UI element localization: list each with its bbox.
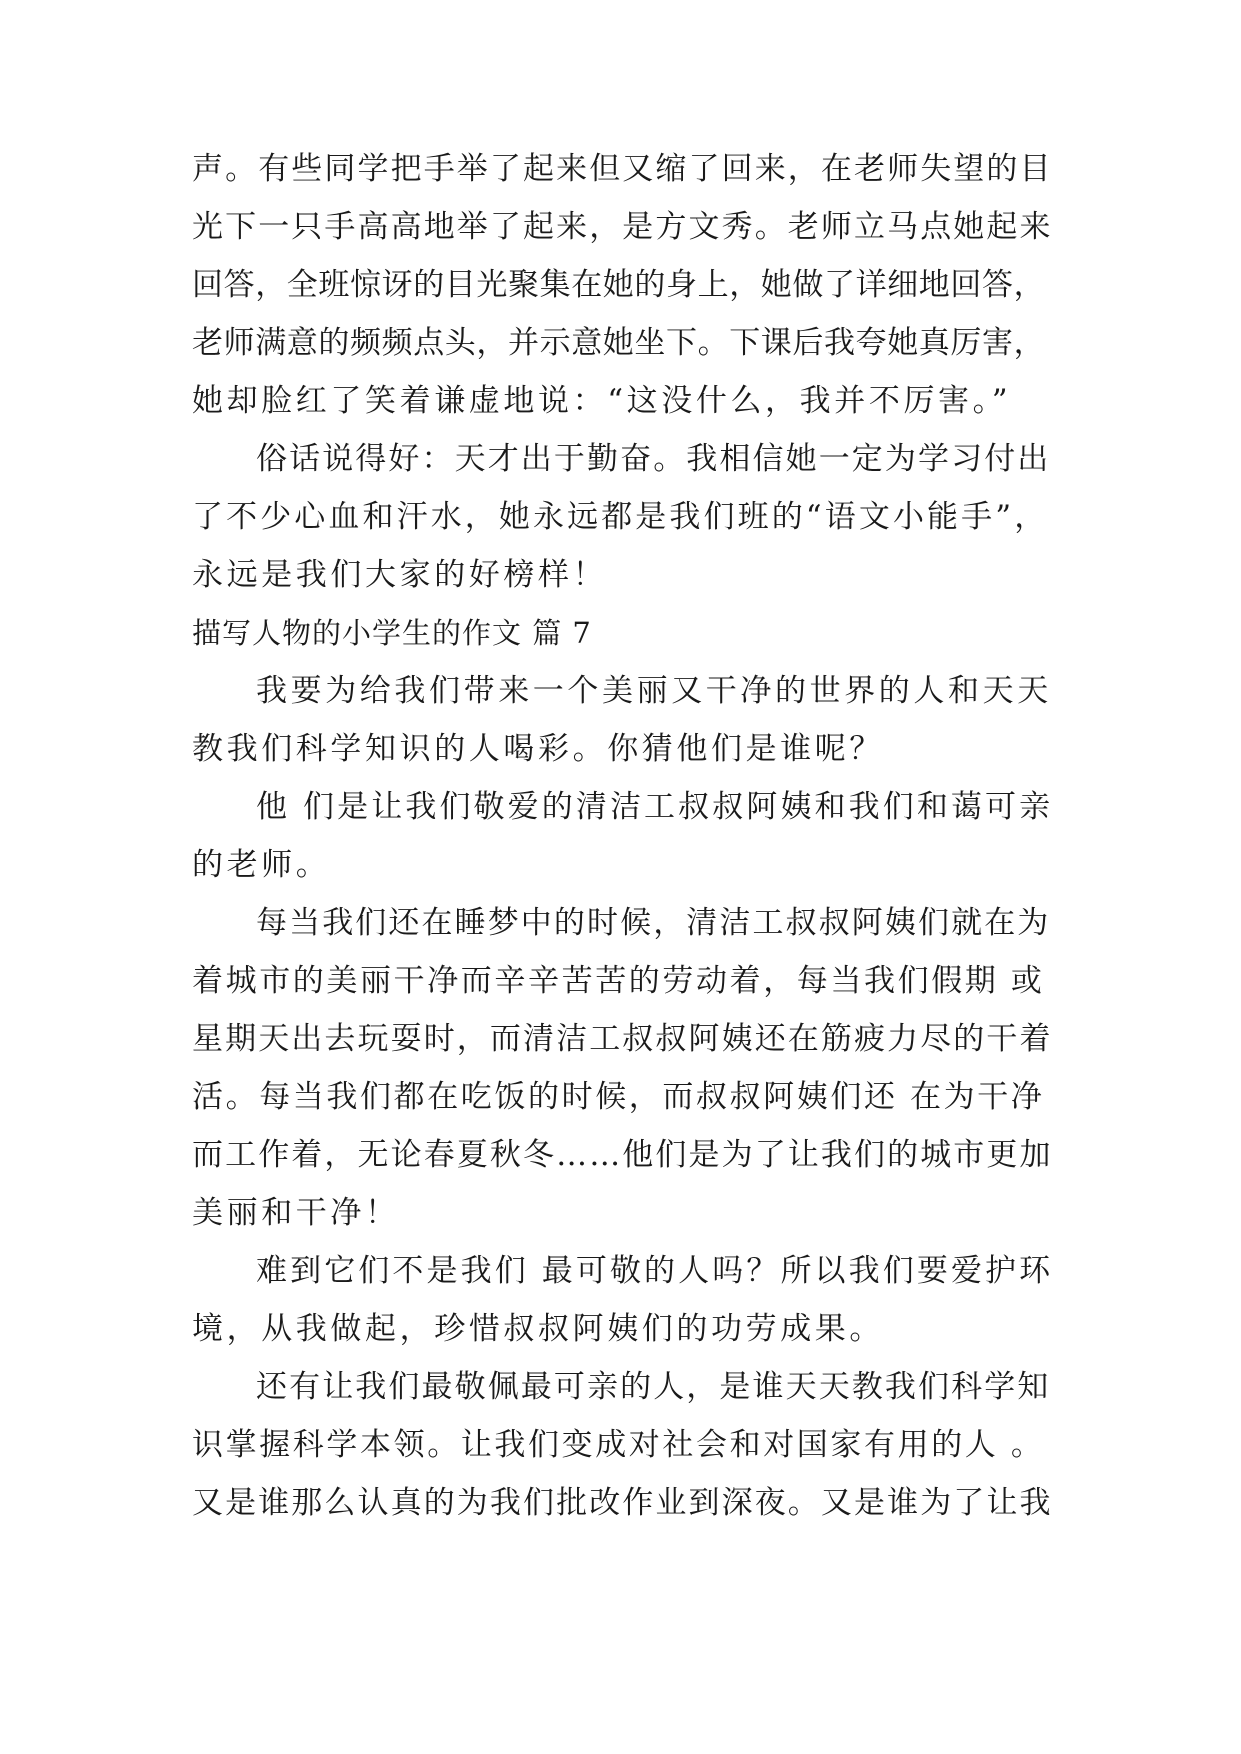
text-line: 每当我们还在睡梦中的时候，清洁工叔叔阿姨们就在为 (256, 905, 1051, 941)
text-line: 我要为给我们带来一个美丽又干净的世界的人和天天 (256, 673, 1052, 709)
text-line: 声。有些同学把手举了起来但又缩了回来，在老师失望的目 (192, 151, 1053, 187)
text-line: 还有让我们最敬佩最可亲的人，是谁天天教我们科学知 (256, 1369, 1051, 1405)
text-line: 美丽和干净！ (192, 1195, 400, 1231)
text-line: 光下一只手高高地举了起来，是方文秀。老师立马点她起来 (192, 209, 1053, 245)
text-line: 教我们科学知识的人喝彩。你猜他们是谁呢？ (192, 731, 884, 767)
text-line: 活。每当我们都在吃饭的时候，而叔叔阿姨们还 在为干净 (192, 1079, 1045, 1115)
section-heading: 描写人物的小学生的作文 篇 7 (192, 616, 592, 650)
text-line: 星期天出去玩耍时，而清洁工叔叔阿姨还在筋疲力尽的干着 (192, 1021, 1053, 1057)
text-line: 识掌握科学本领。让我们变成对社会和对国家有用的人 。 (192, 1427, 1045, 1463)
text-line: 的老师。 (192, 847, 331, 883)
text-line: 了不少心血和汗水，她永远都是我们班的“语文小能手”， (192, 499, 1049, 535)
text-line: 难到它们不是我们 最可敬的人吗？所以我们要爱护环 (256, 1253, 1054, 1289)
text-line: 老师满意的频频点头，并示意她坐下。下课后我夸她真厉害， (192, 325, 1046, 361)
text-line: 着城市的美丽干净而辛辛苦苦的劳动着，每当我们假期 或 (192, 963, 1045, 999)
text-line: 回答，全班惊讶的目光聚集在她的身上，她做了详细地回答， (192, 267, 1046, 303)
text-line: 而工作着，无论春夏秋冬……他们是为了让我们的城市更加 (192, 1137, 1053, 1173)
text-line: 俗话说得好：天才出于勤奋。我相信她一定为学习付出 (256, 441, 1051, 477)
text-line: 她却脸红了笑着谦虚地说：“这没什么，我并不厉害。” (192, 383, 1012, 419)
text-line: 永远是我们大家的好榜样！ (192, 557, 608, 593)
text-line: 又是谁那么认真的为我们批改作业到深夜。又是谁为了让我 (192, 1485, 1053, 1521)
text-line: 境，从我做起，珍惜叔叔阿姨们的功劳成果。 (192, 1311, 884, 1347)
text-line: 他 们是让我们敬爱的清洁工叔叔阿姨和我们和蔼可亲 (256, 789, 1054, 825)
